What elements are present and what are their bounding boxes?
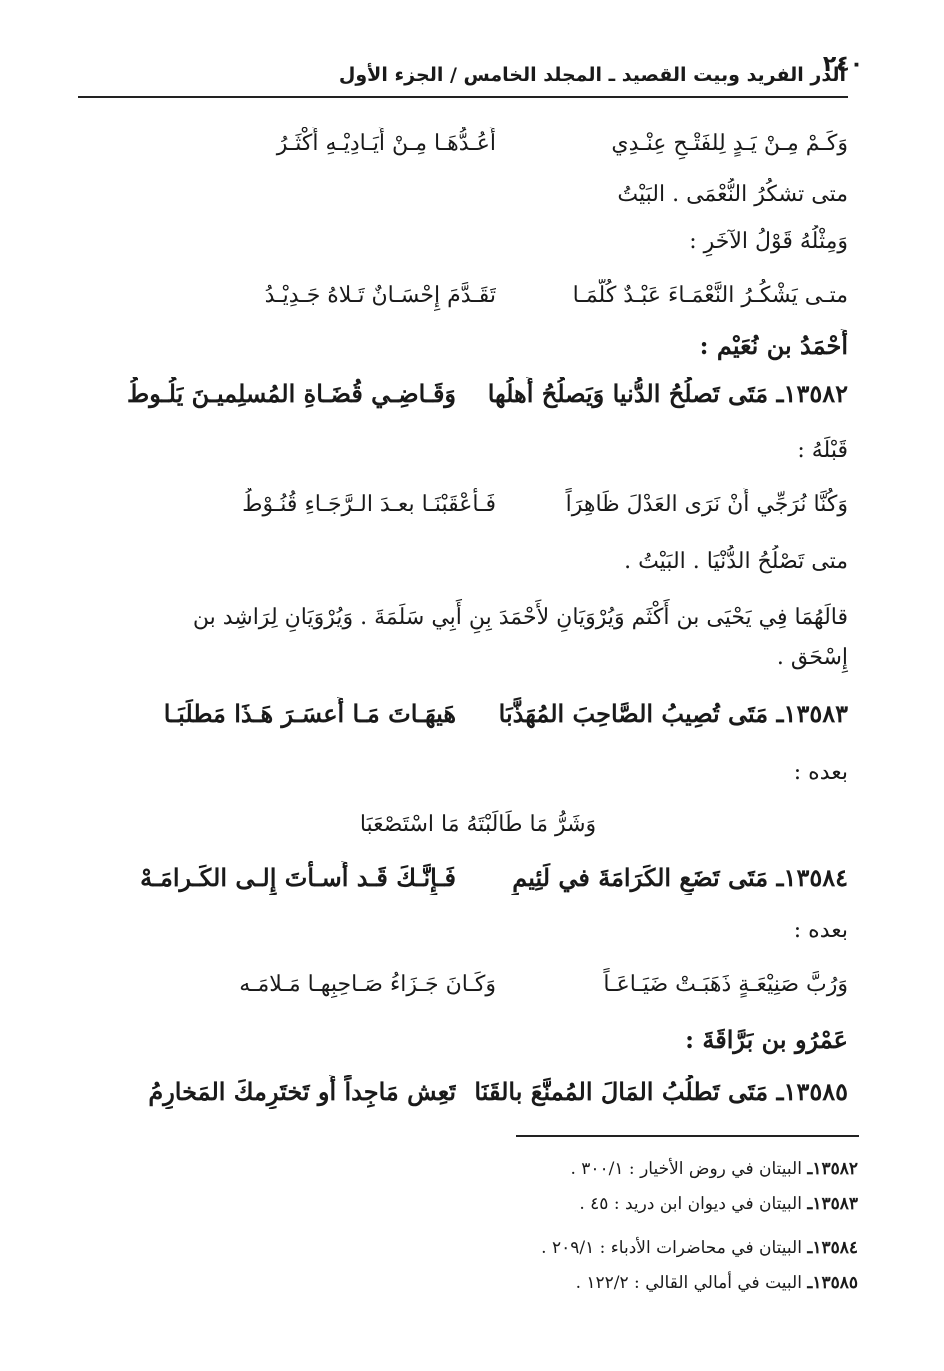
numbered-verse-first: ١٣٥٨٣ـ مَتَى تُصِيبُ الصَّاحِبَ المُهَذَّبَا xyxy=(498,699,848,728)
attribution-paragraph xyxy=(78,598,848,678)
intro-line: وَمِثْلُهُ قَوْلُ الآخَرِ : xyxy=(689,229,848,254)
numbered-verse-second: فَـإِنَّـكَ قَـد أَسـأتَ إِلـى الكَـرامَـهْ xyxy=(140,863,456,892)
numbered-verse-second: وَقَـاضِـي قُضَـاةِ المُسلِميـنَ يَلُـوطُ xyxy=(127,379,456,408)
centered-verse: وَشَرُّ مَا طَالَبْتَهُ مَا اسْتَصْعَبَا xyxy=(359,812,597,837)
verse-hemistich-first: وَرُبَّ صَنِيْعَـةٍ ذَهَبَـتْ ضَيَـاعَـاً xyxy=(603,972,848,997)
numbered-verse-first: ١٣٥٨٤ـ مَتَى تَضَعِ الكَرَامَةَ في لَئِيمٍ xyxy=(512,863,848,892)
footnote-text: البيتان في روض الأخيار : ٣٠٠/١ . xyxy=(570,1159,802,1179)
header-rule xyxy=(78,96,848,98)
footnote-number: ١٣٥٨٢ـ xyxy=(807,1159,858,1179)
verse-reference: متى تشكُرُ النُّعْمَى . البَيْتُ xyxy=(617,182,848,207)
verse-hemistich-second: فَـأَعْقَبْنَـا بعـدَ الـرَّجَـاءِ قُنُـوْطُ xyxy=(242,492,496,517)
footnote-rule xyxy=(516,1135,859,1137)
footnote-number: ١٣٥٨٣ـ xyxy=(807,1194,858,1214)
poet-name: عَمْرُو بن بَرَّاقَةَ : xyxy=(685,1025,848,1054)
footnote-text: البيتان في ديوان ابن دريد : ٤٥ . xyxy=(579,1194,802,1214)
verse-hemistich-second: تَقَـدَّمَ إِحْسَـانٌ تَـلاهُ جَـدِيْـدُ xyxy=(264,283,496,308)
numbered-verse-first: ١٣٥٨٢ـ مَتَى تَصلُحُ الدُّنيا وَيَصلُحُ أَهلُها xyxy=(487,379,848,408)
paragraph-line: قالَهُمَا فِي يَحْيَى بن أَكْثَم وَيُرْوَيَانِ لأَحْمَدَ بِنِ أَبِي سَلَمَةَ . وَيُرْوَيَانِ لِرَاشِد بن xyxy=(192,605,848,630)
intro-line: بعده : xyxy=(793,760,848,785)
verse-hemistich-second: أَعُـدُّهَـا مِـنْ أَيَـادِيْـهِ أَكْثَـرُ xyxy=(276,131,496,156)
footnote xyxy=(158,1156,858,1182)
numbered-verse-second: تَعِش مَاجِداً أَو تَختَرِمكَ المَخارِمُ xyxy=(148,1077,456,1106)
footnote-number: ١٣٥٨٥ـ xyxy=(807,1273,858,1293)
footnote xyxy=(158,1191,858,1217)
footnote xyxy=(158,1270,858,1296)
verse-hemistich-second: وَكَـانَ جَـزَاءُ صَـاحِبِهـا مَـلامَـه xyxy=(239,972,496,997)
numbered-verse-first: ١٣٥٨٥ـ مَتَى تَطلُبُ المَالَ المُمنَّعَ بالقَنَا xyxy=(474,1077,848,1106)
numbered-verse-second: هَيهَـاتَ مَـا أَعسَـرَ هَـذَا مَطلَبَـا xyxy=(163,699,456,728)
verse-hemistich-first: وَكُنَّا نُرَجِّي أَنْ نَرَى العَدْلَ ظَاهِرَاً xyxy=(565,492,848,517)
intro-line: قَبْلَهُ : xyxy=(797,438,848,463)
poet-name: أَحْمَدُ بن نُعَيْم : xyxy=(699,331,848,360)
footnote-text: البيت في أمالي القالي : ١٢٢/٢ . xyxy=(575,1273,802,1293)
verse-hemistich-first: وَكَـمْ مِـنْ يَـدٍ لِلفَتْـحِ عِنْـدِي xyxy=(611,131,848,156)
footnote-text: البيتان في محاضرات الأدباء : ٢٠٩/١ . xyxy=(541,1238,802,1258)
verse-reference: متى تَصْلُحُ الدُّنْيَا . البَيْتُ . xyxy=(624,549,848,574)
paragraph-line: إِسْحَق . xyxy=(776,645,848,670)
page-number: ٢٤٠ xyxy=(822,52,864,77)
footnote xyxy=(158,1235,858,1261)
intro-line: بعده : xyxy=(793,918,848,943)
running-header: الدر الفريد وبيت القصيد ـ المجلد الخامس / الجزء الأول xyxy=(338,64,846,86)
verse-hemistich-first: متـى يَشْكُـرُ النَّعْمَـاءَ عَبْـدٌ كُلَّمَـا xyxy=(572,283,848,308)
footnote-number: ١٣٥٨٤ـ xyxy=(807,1238,858,1258)
